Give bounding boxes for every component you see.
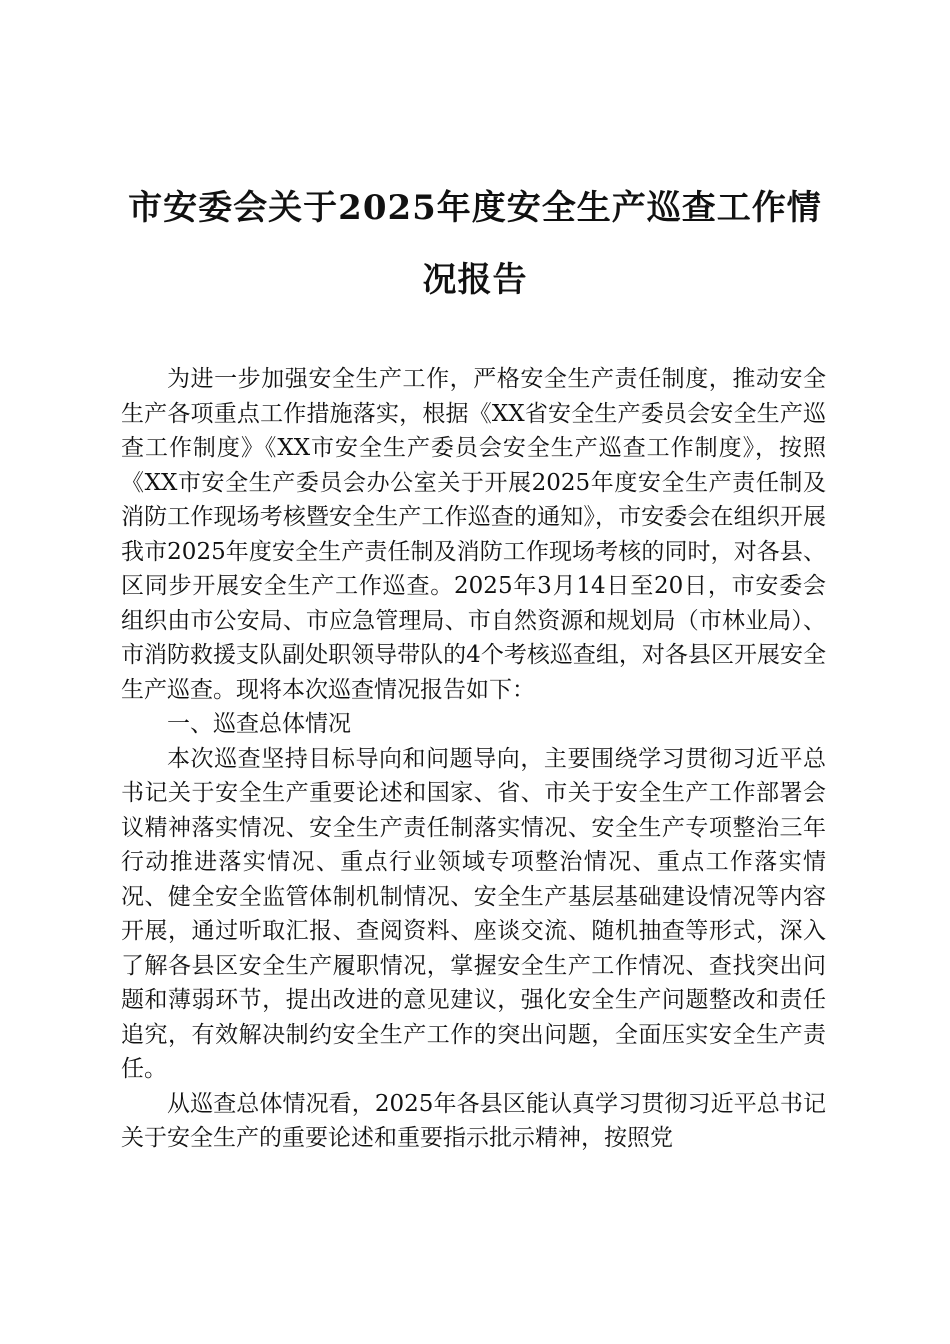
- document-title: [100, 172, 850, 316]
- section-paragraph-1: 本次巡查坚持目标导向和问题导向，主要围绕学习贯彻习近平总书记关于安全生产重要论述和国家、省、市关于安全生产工作部署会议精神落实情况、安全生产责任制落实情况、安全生产专项整治三年行动推进落实情况、重点行业领域专项整治情况、重点工作落实情况、健全安全监管体制机制情况、安全生产基层基础建设情况等内容开展，通过听取汇报、查阅资料、座谈交流、随机抽查等形式，深入了解各县区安全生产履职情况，掌握安全生产工作情况、查找突出问题和薄弱环节，提出改进的意见建议，强化安全生产问题整改和责任追究，有效解决制约安全生产工作的突出问题，全面压实安全生产责任。: [121, 745, 826, 1082]
- title-line-1: 市安委会关于2025年度安全生产巡查工作情: [128, 188, 822, 228]
- document-body: [121, 362, 826, 1156]
- intro-paragraph: 为进一步加强安全生产工作，严格安全生产责任制度，推动安全生产各项重点工作措施落实，根据《XX省安全生产委员会安全生产巡查工作制度》《XX市安全生产委员会安全生产巡查工作制度》，按照《XX市安全生产委员会办公室关于开展2025年度安全生产责任制及消防工作现场考核暨安全生产工作巡查的通知》，市安委会在组织开展我市2025年度安全生产责任制及消防工作现场考核的同时，对各县、区同步开展安全生产工作巡查。2025年3月14日至20日，市安委会组织由市公安局、市应急管理局、市自然资源和规划局（市林业局）、市消防救援支队副处职领导带队的4个考核巡查组，对各县区开展安全生产巡查。现将本次巡查情况报告如下：: [121, 366, 826, 703]
- title-line-2: 况报告: [422, 260, 528, 300]
- section-paragraph-2: 从巡查总体情况看，2025年各县区能认真学习贯彻习近平总书记关于安全生产的重要论述和重要指示批示精神，按照党: [121, 1090, 826, 1151]
- section-heading-overall: 一、巡查总体情况: [167, 711, 351, 737]
